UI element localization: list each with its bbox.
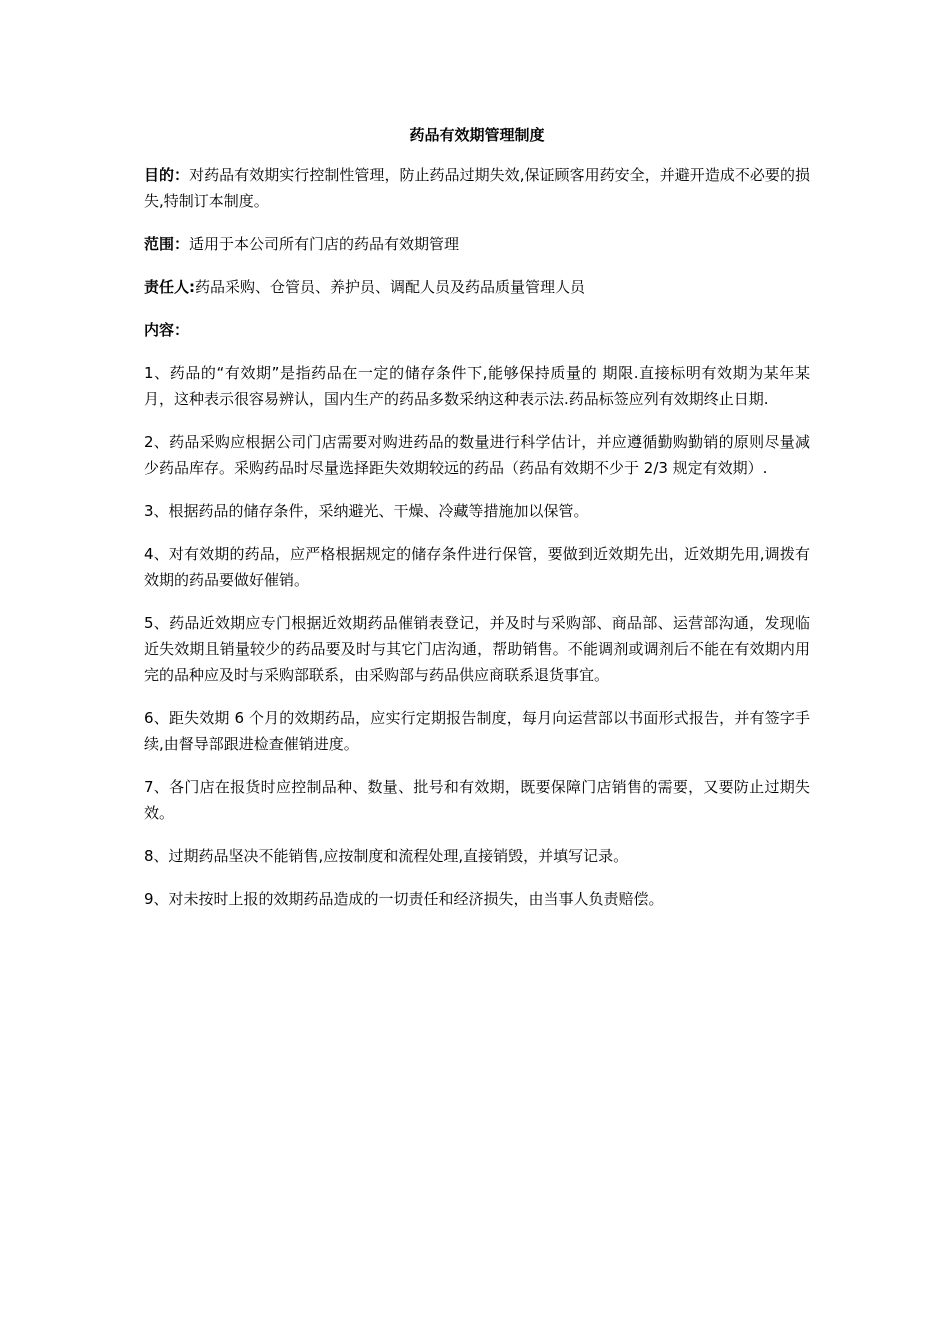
scope-label: 范围： xyxy=(144,235,190,253)
content-item-7: 7、各门店在报货时应控制品种、数量、批号和有效期，既要保障门店销售的需要，又要防止过期失效。 xyxy=(144,778,810,822)
content-item-8: 8、过期药品坚决不能销售,应按制度和流程处理,直接销毁，并填写记录。 xyxy=(144,847,629,865)
content-item-5: 5、药品近效期应专门根据近效期药品催销表登记，并及时与采购部、商品部、运营部沟通，发现临近失效期且销量较少的药品要及时与其它门店沟通，帮助销售。不能调剂或调剂后不能在有效期内用完的品种应及时与采购部联系，由采购部与药品供应商联系退货事宜。 xyxy=(144,614,810,684)
document-title: 药品有效期管理制度 xyxy=(409,126,545,144)
purpose-text: 对药品有效期实行控制性管理，防止药品过期失效,保证顾客用药安全，并避开造成不必要的损失,特制订本制度。 xyxy=(144,166,810,210)
content-item-2: 2、药品采购应根据公司门店需要对购进药品的数量进行科学估计，并应遵循勤购勤销的原则尽量减少药品库存。采购药品时尽量选择距失效期较远的药品（药品有效期不少于 2/3 规定有效期）. xyxy=(144,433,810,477)
responsible-paragraph xyxy=(144,274,810,300)
responsible-label: 责任人: xyxy=(144,278,195,296)
content-item-1: 1、药品的“有效期”是指药品在一定的储存条件下,能够保持质量的 期限.直接标明有效期为某年某月，这种表示很容易辨认，国内生产的药品多数采纳这种表示法.药品标签应列有效期终止日期. xyxy=(144,364,810,408)
responsible-text: 药品采购、仓管员、养护员、调配人员及药品质量管理人员 xyxy=(195,278,586,296)
scope-text: 适用于本公司所有门店的药品有效期管理 xyxy=(189,235,460,253)
content-item-6: 6、距失效期 6 个月的效期药品，应实行定期报告制度，每月向运营部以书面形式报告，并有签字手续,由督导部跟进检查催销进度。 xyxy=(144,709,810,753)
purpose-paragraph xyxy=(144,162,810,214)
content-item-3: 3、根据药品的储存条件，采纳避光、干燥、冷藏等措施加以保管。 xyxy=(144,502,589,520)
scope-paragraph xyxy=(144,231,810,257)
document-body xyxy=(144,122,810,929)
purpose-label: 目的： xyxy=(144,166,190,184)
content-item-9: 9、对未按时上报的效期药品造成的一切责任和经济损失，由当事人负责赔偿。 xyxy=(144,890,664,908)
content-heading: 内容： xyxy=(144,321,190,339)
content-item-4: 4、对有效期的药品，应严格根据规定的储存条件进行保管，要做到近效期先出，近效期先用,调拨有效期的药品要做好催销。 xyxy=(144,545,810,589)
